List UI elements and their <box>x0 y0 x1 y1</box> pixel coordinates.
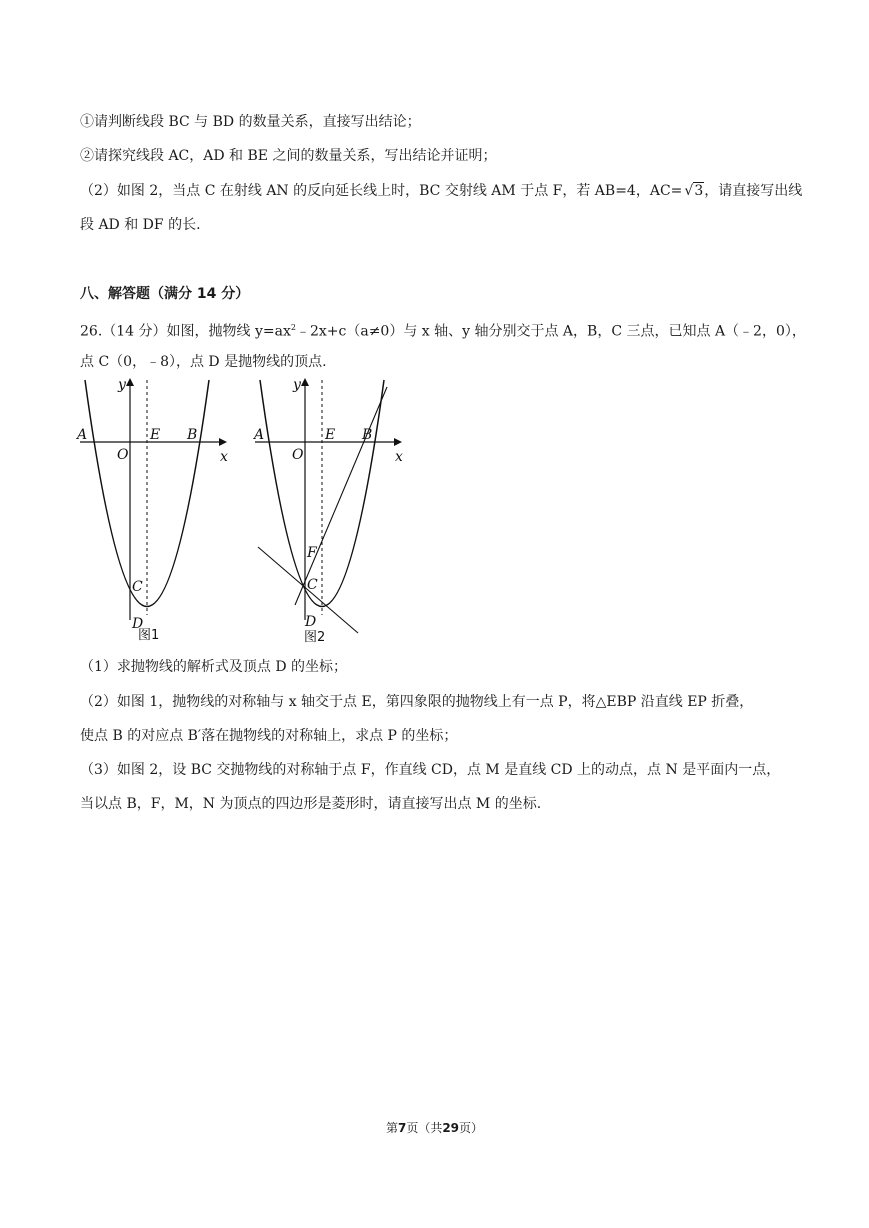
fig2-x-arrow <box>394 438 402 446</box>
fig2-label-x: x <box>395 449 403 465</box>
footer-middle: 页（共 <box>406 1121 443 1135</box>
question-2-line-2: 段 AD 和 DF 的长. <box>80 217 201 233</box>
item-1-text: ①请判断线段 BC 与 BD 的数量关系，直接写出结论； <box>80 114 421 130</box>
question-2-part-2: 使点 B 的对应点 B′落在抛物线的对称轴上，求点 P 的坐标； <box>80 728 458 744</box>
fig1-label-y: y <box>118 377 126 393</box>
footer-prefix: 第 <box>385 1121 398 1135</box>
fig1-label-B: B <box>187 427 198 443</box>
question-3-part-1: （3）如图 2，设 BC 交抛物线的对称轴于点 F，作直线 CD，点 M 是直线 CD 上的动点，点 N 是平面内一点， <box>80 762 781 778</box>
fig1-label-C: C <box>132 579 143 595</box>
item-2-text: ②请探究线段 AC，AD 和 BE 之间的数量关系，写出结论并证明； <box>80 148 497 164</box>
q2-text-a: （2）如图 2，当点 C 在射线 AN 的反向延长线上时，BC 交射线 AM 于点 F，若 AB=4，AC= <box>80 183 683 199</box>
fig2-label-F: F <box>307 545 317 561</box>
fig2-label-C: C <box>307 577 318 593</box>
fig2-line-bc <box>295 387 387 605</box>
fig1-caption: 图1 <box>138 628 160 643</box>
q2-text-b: ，请直接写出线 <box>704 183 803 199</box>
fig1-label-A: A <box>77 427 88 443</box>
fig1-x-arrow <box>219 438 227 446</box>
section-heading: 八、解答题（满分 14 分） <box>80 286 250 302</box>
fig2-label-B: B <box>362 427 373 443</box>
question-3-part-2: 当以点 B，F，M，N 为顶点的四边形是菱形时，请直接写出点 M 的坐标. <box>80 796 542 812</box>
figure-2 <box>250 375 415 650</box>
fig2-label-D: D <box>305 614 317 630</box>
question-2-line-1 <box>80 181 802 201</box>
fig2-y-arrow <box>301 378 309 386</box>
problem-26-line-1 <box>80 318 806 342</box>
footer-suffix: 页） <box>459 1121 484 1135</box>
fig2-label-y: y <box>293 377 301 393</box>
p26-text-b: ﹣2x+c（a≠0）与 x 轴、y 轴分别交于点 A，B，C 三点，已知点 A（﹣2，0）， <box>295 323 806 340</box>
fig1-label-O: O <box>117 447 129 463</box>
fig2-caption: 图2 <box>304 630 326 645</box>
fig2-label-O: O <box>292 447 304 463</box>
fig1-label-E: E <box>150 427 161 443</box>
footer-page-number: 7 <box>397 1121 407 1135</box>
fig2-label-A: A <box>254 427 265 443</box>
fig1-label-D: D <box>132 616 144 632</box>
fig2-label-E: E <box>325 427 336 443</box>
figure-1 <box>75 375 240 650</box>
page-footer <box>0 1119 869 1136</box>
fig1-label-x: x <box>220 449 228 465</box>
footer-total-pages: 29 <box>442 1121 460 1135</box>
sqrt-value: 3 <box>694 183 704 199</box>
fig1-y-arrow <box>126 378 134 386</box>
question-1: （1）求抛物线的解析式及顶点 D 的坐标； <box>80 659 348 675</box>
p26-superscript: 2 <box>290 323 296 332</box>
p26-text-a: 26.（14 分）如图，抛物线 y=ax <box>80 323 291 340</box>
problem-26-line-2: 点 C（0，﹣8），点 D 是抛物线的顶点. <box>80 354 327 370</box>
sqrt-symbol: √3 <box>684 183 704 199</box>
question-2-part-1: （2）如图 1，抛物线的对称轴与 x 轴交于点 E，第四象限的抛物线上有一点 P，将△EBP 沿直线 EP 折叠， <box>80 694 754 710</box>
